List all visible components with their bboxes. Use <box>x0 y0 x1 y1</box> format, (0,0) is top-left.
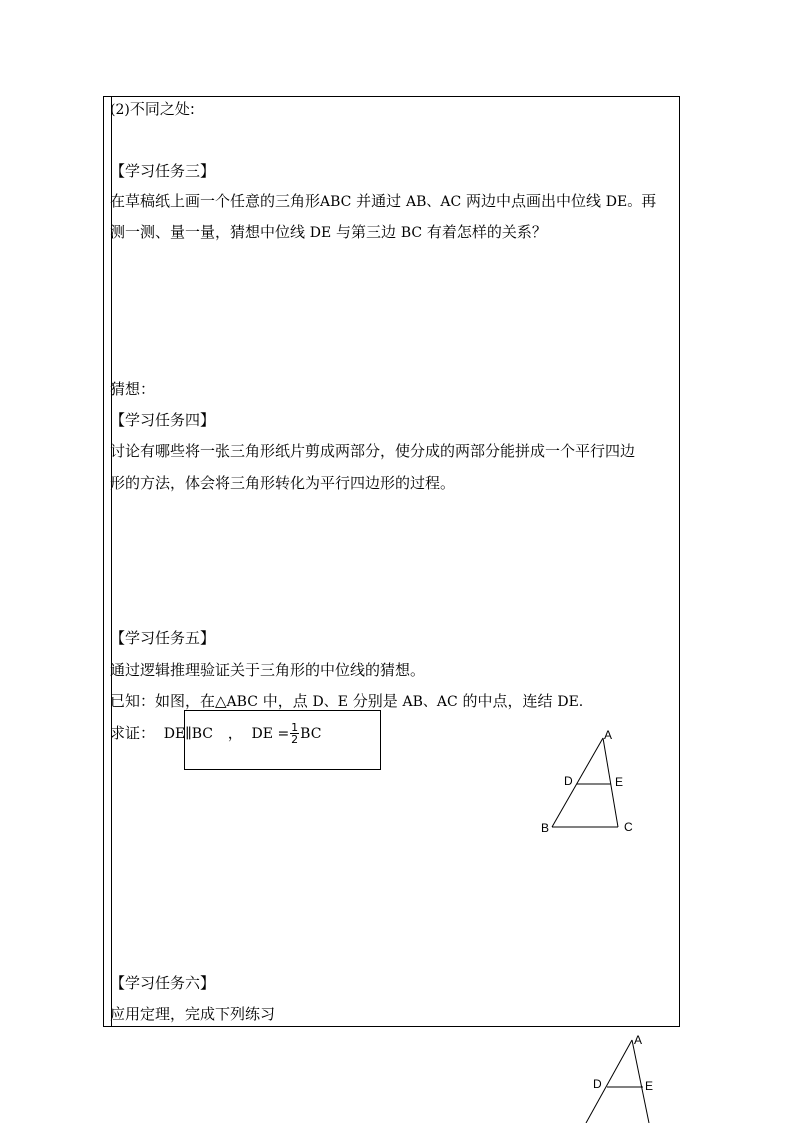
task3-line1 <box>110 191 656 212</box>
given-e: 分别是 <box>352 692 398 710</box>
task3-line1-g: 再 <box>641 192 657 210</box>
fraction-denominator: 2 <box>291 733 299 746</box>
given-d: D、E <box>312 694 348 710</box>
task3-line2-c: 与第三边 <box>336 223 397 241</box>
prove-eq-right: BC <box>300 726 322 742</box>
task6-line1: 应用定理，完成下列练习 <box>110 1005 276 1023</box>
task5-given <box>110 691 583 712</box>
task5-heading: 【学习任务五】 <box>110 629 216 647</box>
task3-line2 <box>110 222 547 243</box>
label-c: C <box>624 820 633 834</box>
task4-line1: 讨论有哪些将一张三角形纸片剪成两部分，使分成的两部分能拼成一个平行四边 <box>110 442 636 460</box>
label-a: A <box>634 1033 643 1047</box>
prove-label: 求证： <box>110 724 156 742</box>
task5-line1: 通过逻辑推理验证关于三角形的中位线的猜想。 <box>110 661 426 679</box>
label-d: D <box>593 1077 602 1091</box>
triangle-figure-1 <box>535 725 645 840</box>
given-f: AB、AC <box>402 694 458 710</box>
prove-sep: ， <box>227 724 243 742</box>
task4-line2: 形的方法，体会将三角形转化为平行四边形的过程。 <box>110 474 456 492</box>
section2-prefix: (2) <box>110 102 130 118</box>
task3-line2-a: 测一测、量一量，猜想中位线 <box>110 223 306 241</box>
section2-line <box>110 99 195 120</box>
task3-line2-b: DE <box>309 225 332 241</box>
task3-line1-c: 并通过 <box>356 192 402 210</box>
label-e: E <box>645 1079 654 1093</box>
section2-text: 不同之处: <box>129 100 195 118</box>
task6-heading: 【学习任务六】 <box>110 974 216 992</box>
task3-heading: 【学习任务三】 <box>110 162 216 180</box>
given-c: 中，点 <box>262 692 308 710</box>
prove-parallel: DE∥BC <box>163 726 213 742</box>
guess-label: 猜想： <box>110 380 156 398</box>
task3-line1-b: ABC <box>320 194 352 210</box>
label-e: E <box>615 775 624 789</box>
task3-line1-d: AB、AC <box>405 194 462 210</box>
task3-line1-e: 两边中点画出中位线 <box>465 192 601 210</box>
given-a: 已知：如图，在△ <box>110 692 227 710</box>
worksheet-table <box>103 96 680 1027</box>
task3-line1-a: 在草稿纸上画一个任意的三角形 <box>110 192 321 210</box>
prove-eq-left: DE = <box>251 726 290 742</box>
task3-line1-f: DE。 <box>605 194 642 210</box>
proof-box <box>184 710 381 770</box>
fraction-numerator: 1 <box>291 721 299 734</box>
given-b: ABC <box>226 694 258 710</box>
task4-heading: 【学习任务四】 <box>110 411 216 429</box>
task3-line2-e: 有着怎样的关系？ <box>426 223 547 241</box>
label-d: D <box>564 774 573 788</box>
triangle-figure-2 <box>580 1030 680 1123</box>
label-b: B <box>541 821 550 835</box>
side-ab <box>552 738 603 827</box>
label-a: A <box>604 728 613 742</box>
task3-line2-d: BC <box>400 225 423 241</box>
given-g: 的中点，连结 <box>462 692 553 710</box>
given-h: DE. <box>557 694 584 710</box>
